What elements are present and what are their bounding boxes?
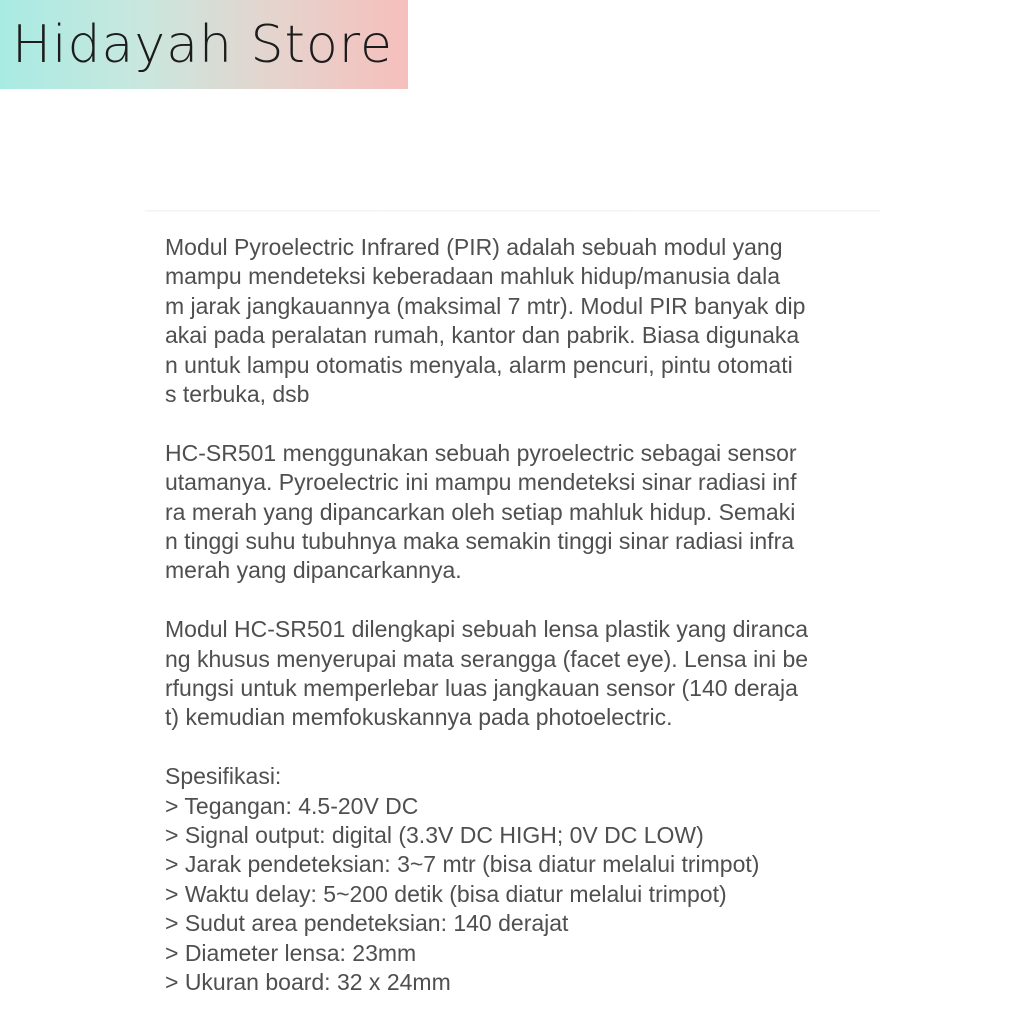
paragraph-lens bbox=[165, 615, 885, 733]
specifications bbox=[165, 762, 885, 997]
spec-item-detection-angle: > Sudut area pendeteksian: 140 derajat bbox=[165, 910, 569, 937]
paragraph-hc-sr501-sensor bbox=[165, 439, 885, 586]
spec-item-detection-range: > Jarak pendeteksian: 3~7 mtr (bisa diatur melalui trimpot) bbox=[165, 851, 760, 878]
spec-item-lens-diameter: > Diameter lensa: 23mm bbox=[165, 939, 417, 966]
paragraph-line: mampu mendeteksi keberadaan mahluk hidup/manusia dala bbox=[165, 263, 780, 290]
spec-item-signal-output: > Signal output: digital (3.3V DC HIGH; 0V DC LOW) bbox=[165, 822, 704, 849]
divider bbox=[145, 210, 880, 212]
paragraph-line: n tinggi suhu tubuhnya maka semakin tinggi sinar radiasi infra bbox=[165, 528, 795, 555]
paragraph-line: n untuk lampu otomatis menyala, alarm pencuri, pintu otomati bbox=[165, 351, 793, 378]
store-name: Hidayah Store bbox=[12, 14, 393, 75]
paragraph-line: merah yang dipancarkannya. bbox=[165, 557, 462, 584]
spec-item-voltage: > Tegangan: 4.5-20V DC bbox=[165, 792, 419, 819]
specs-title: Spesifikasi: bbox=[165, 763, 282, 790]
paragraph-line: akai pada peralatan rumah, kantor dan pabrik. Biasa digunaka bbox=[165, 322, 800, 349]
store-banner bbox=[0, 0, 408, 89]
paragraph-pir-intro bbox=[165, 233, 885, 409]
description-content bbox=[165, 233, 885, 998]
paragraph-line: t) kemudian memfokuskannya pada photoelectric. bbox=[165, 704, 673, 731]
paragraph-line: ng khusus menyerupai mata serangga (facet eye). Lensa ini be bbox=[165, 645, 809, 672]
paragraph-line: HC-SR501 menggunakan sebuah pyroelectric sebagai sensor bbox=[165, 439, 797, 466]
paragraph-line: m jarak jangkauannya (maksimal 7 mtr). Modul PIR banyak dip bbox=[165, 292, 806, 319]
paragraph-line: rfungsi untuk memperlebar luas jangkauan sensor (140 deraja bbox=[165, 675, 798, 702]
paragraph-line: Modul HC-SR501 dilengkapi sebuah lensa plastik yang diranca bbox=[165, 616, 809, 643]
paragraph-line: s terbuka, dsb bbox=[165, 381, 310, 408]
paragraph-line: ra merah yang dipancarkan oleh setiap mahluk hidup. Semaki bbox=[165, 498, 796, 525]
paragraph-line: Modul Pyroelectric Infrared (PIR) adalah sebuah modul yang bbox=[165, 234, 783, 260]
spec-item-board-size: > Ukuran board: 32 x 24mm bbox=[165, 969, 451, 996]
spec-item-delay-time: > Waktu delay: 5~200 detik (bisa diatur melalui trimpot) bbox=[165, 880, 727, 907]
paragraph-line: utamanya. Pyroelectric ini mampu mendeteksi sinar radiasi inf bbox=[165, 469, 797, 496]
